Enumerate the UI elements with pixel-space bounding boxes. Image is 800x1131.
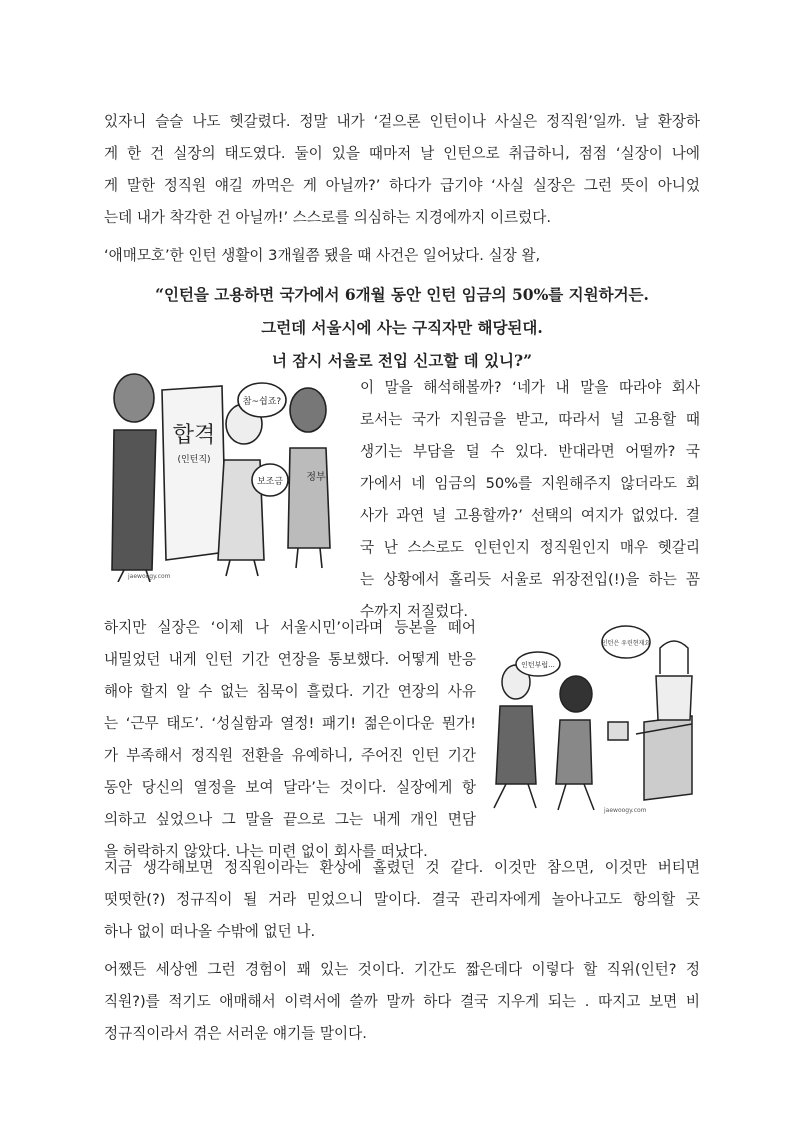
- quote-line: 너 잠시 서울로 전입 신고할 데 있니?”: [272, 351, 532, 370]
- text-line: ‘애매모호’한 인턴 생활이 3개월쯤 됐을 때 사건은 일어났다. 실장 왈,: [104, 247, 541, 264]
- paragraph-2: [104, 240, 700, 272]
- text-line: 이 말을 해석해볼까? ‘네가 내 말을 따라야 회사: [360, 379, 700, 396]
- quote-block: [104, 278, 700, 377]
- paragraph-6: [104, 954, 700, 1050]
- cartoon-characters: [112, 374, 330, 582]
- sign-subtitle: (인턴직): [177, 455, 211, 465]
- illustration-subsidy-cartoon: [104, 370, 342, 582]
- text-line: 어쨌든 세상엔 그런 경험이 꽤 있는 것이다. 기간도 짧은데다 이렇다 할 직위(인턴? 정: [104, 961, 700, 978]
- text-line: 직원?)를 적기도 애매해서 이력서에 쓸까 말까 하다 결국 지우게 되는 . 따지고 보면 비: [104, 993, 700, 1010]
- paragraph-3: [360, 372, 700, 628]
- paragraph-1: [104, 106, 700, 234]
- text-line: 하나 없이 떠나올 수밖에 없던 나.: [104, 923, 316, 940]
- text-line: 는데 내가 착각한 건 아닐까!’ 스스로를 의심하는 지경에까지 이르렀다.: [104, 209, 551, 226]
- text-line: 는 ‘근무 태도’. ‘성실함과 열정! 패기! 젊은이다운 뭔가!: [104, 715, 476, 732]
- text-line: 떳떳한(?) 정규직이 될 거라 믿었으니 말이다. 결국 관리자에게 놀아나고도 항의할 곳: [104, 891, 700, 908]
- government-label: 정부: [306, 472, 326, 483]
- text-line: 을 허락하지 않았다. 나는 미련 없이 회사를 떠났다.: [104, 843, 428, 860]
- text-line: 게 한 건 실장의 태도였다. 둘이 있을 때마저 날 인턴으로 취급하니, 점점 ‘실장이 나에: [104, 145, 700, 162]
- speech-boss: 인턴은 우린현재요: [601, 640, 651, 647]
- text-line: 정규직이라서 겪은 서러운 얘기들 말이다.: [104, 1025, 367, 1042]
- bag-label: 보조금: [256, 477, 284, 487]
- sign-title: 합격: [172, 423, 216, 448]
- text-line: 생기는 부담을 덜 수 있다. 반대라면 어떨까? 국: [360, 443, 700, 460]
- cartoon-characters: [494, 626, 692, 810]
- paragraph-5: [104, 852, 700, 948]
- quote-line: 그런데 서울시에 사는 구직자만 해당된대.: [261, 318, 543, 337]
- text-line: 국 난 스스로도 인턴인지 정직원인지 매우 헷갈리: [360, 539, 700, 556]
- illustration-credit: jaewoogy.com: [128, 573, 171, 580]
- text-line: 게 말한 정직원 얘길 까먹은 게 아닐까?’ 하다가 급기야 ‘사실 실장은 그런 뜻이 아니었: [104, 177, 700, 194]
- text-line: 해야 할지 알 수 없는 침묵이 흘렀다. 기간 연장의 사유: [104, 683, 476, 700]
- speech-man: 인턴부럽...: [521, 661, 555, 669]
- text-line: 지금 생각해보면 정직원이라는 환상에 홀렸던 것 같다. 이것만 참으면, 이것만 버티면: [104, 859, 700, 876]
- quote-line: “인턴을 고용하면 국가에서 6개월 동안 인턴 임금의 50%를 지원하거든.: [155, 285, 649, 304]
- illustration-credit: jaewoogy.com: [604, 807, 647, 814]
- illustration-intern-cartoon: [486, 624, 700, 814]
- text-line: 하지만 실장은 ‘이제 나 서울시민’이라며 등본을 떼어: [104, 619, 476, 636]
- text-line: 수까지 저질렀다.: [360, 603, 468, 620]
- text-line: 로서는 국가 지원금을 받고, 따라서 널 고용할 때: [360, 411, 700, 428]
- text-line: 사가 과연 널 고용할까?’ 선택의 여지가 없었다. 결: [360, 507, 700, 524]
- speech-text: 참~쉽죠?: [242, 397, 282, 407]
- text-line: 동안 당신의 열정을 보여 달라’는 것이다. 실장에게 항: [104, 779, 476, 796]
- paragraph-4: [104, 612, 476, 868]
- text-line: 의하고 싶었으나 그 말을 끝으로 그는 내게 개인 면담: [104, 811, 476, 828]
- text-line: 가 부족해서 정직원 전환을 유예하니, 주어진 인턴 기간: [104, 747, 476, 764]
- text-line: 는 상황에서 홀리듯 서울로 위장전입(!)을 하는 꼼: [360, 571, 700, 588]
- text-line: 가에서 네 임금의 50%를 지원해주지 않더라도 회: [360, 475, 700, 492]
- text-line: 내밀었던 내게 인턴 기간 연장을 통보했다. 어떻게 반응: [104, 651, 476, 668]
- text-line: 있자니 슬슬 나도 헷갈렸다. 정말 내가 ‘겉으론 인턴이나 사실은 정직원’일까. 날 환장하: [104, 113, 700, 130]
